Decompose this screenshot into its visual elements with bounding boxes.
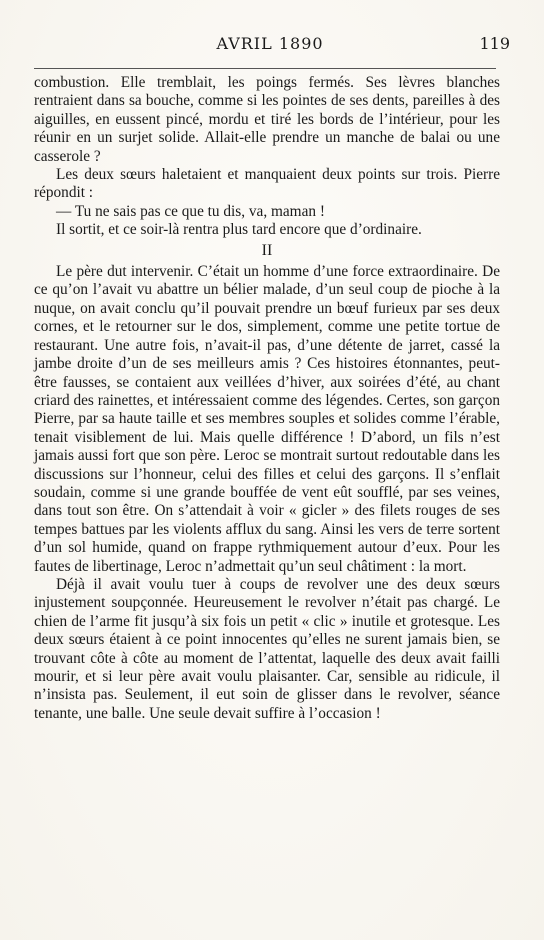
paragraph: Le père dut intervenir. C’était un homme d’une force extraordinaire. De ce qu’on l’avait vu abattre un bélier malade, d’un seul coup de pioche à la nuque, on avait conclu qu’il pouvait prendre un bœuf furieux par ses deux cornes, et le retourner sur le dos, simplement, comme une petite tortue de restaurant. Une autre fois, n’avait-il pas, d’une détente de jarret, cassé la jambe droite d’un de ses meilleurs amis ? Ces histoires étonnantes, peut-être fausses, se contaient aux veillées d’hiver, aux soirées d’été, au chant criard des rainettes, et intéressaient comme des légendes. Certes, son garçon Pierre, par sa haute taille et ses membres souples et solides comme l’érable, tenait visiblement de lui. Mais quelle différence ! D’abord, un fils n’est jamais aussi fort que son père. Leroc se montrait surtout redoutable dans les discussions sur l’honneur, celui des filles et celui des garçons. Il s’enflait soudain, comme si une grande bouffée de vent eût soufflé, par ses veines, dans tout son être. On s’attendait à voir « gicler » des filets rouges de ses tempes battues par les violents afflux du sang. Ainsi les vers de terre sortent d’un sol humide, quand on frappe rythmiquement autour d’eux. Pour les fautes de libertinage, Leroc n’admettait qu’un seul châtiment : la mort. bbox=[34, 263, 500, 575]
running-title: AVRIL 1890 bbox=[216, 34, 324, 53]
page-number: 119 bbox=[479, 34, 510, 53]
paragraph: Il sortit, et ce soir-là rentra plus tard encore que d’ordinaire. bbox=[56, 221, 422, 239]
running-header bbox=[30, 34, 510, 58]
paragraph: Les deux sœurs haletaient et manquaient deux points sur trois. Pierre répondit : bbox=[34, 166, 500, 202]
paragraph: combustion. Elle tremblait, les poings fermés. Ses lèvres blanches rentraient dans sa bouche, comme si les pointes de ses dents, pareilles à des aiguilles, en eussent pincé, mordu et tiré les bords de l’intérieur, pour les réunir en un surjet solide. Allait-elle prendre un manche de balai ou une casserole ? bbox=[34, 74, 500, 165]
section-heading: II bbox=[261, 241, 273, 259]
header-rule bbox=[34, 68, 496, 69]
body-text bbox=[34, 74, 500, 723]
paragraph: — Tu ne sais pas ce que tu dis, va, maman ! bbox=[56, 202, 325, 220]
paragraph: Déjà il avait voulu tuer à coups de revolver une des deux sœurs injustement soupçonnée. Heureusement le revolver n’était pas chargé. Le chien de l’arme fit jusqu’à six fois un petit « clic » inutile et grotesque. Les deux sœurs étaient à ce point innocentes qu’elles ne surent jamais bien, se trouvant côte à côte au moment de l’attentat, laquelle des deux avait failli mourir, et si leur père avait voulu plaisanter. Car, sensible au ridicule, il n’insista pas. Seulement, il eut soin de glisser dans le revolver, séance tenante, une balle. Une seule devait suffire à l’occasion ! bbox=[34, 575, 500, 722]
